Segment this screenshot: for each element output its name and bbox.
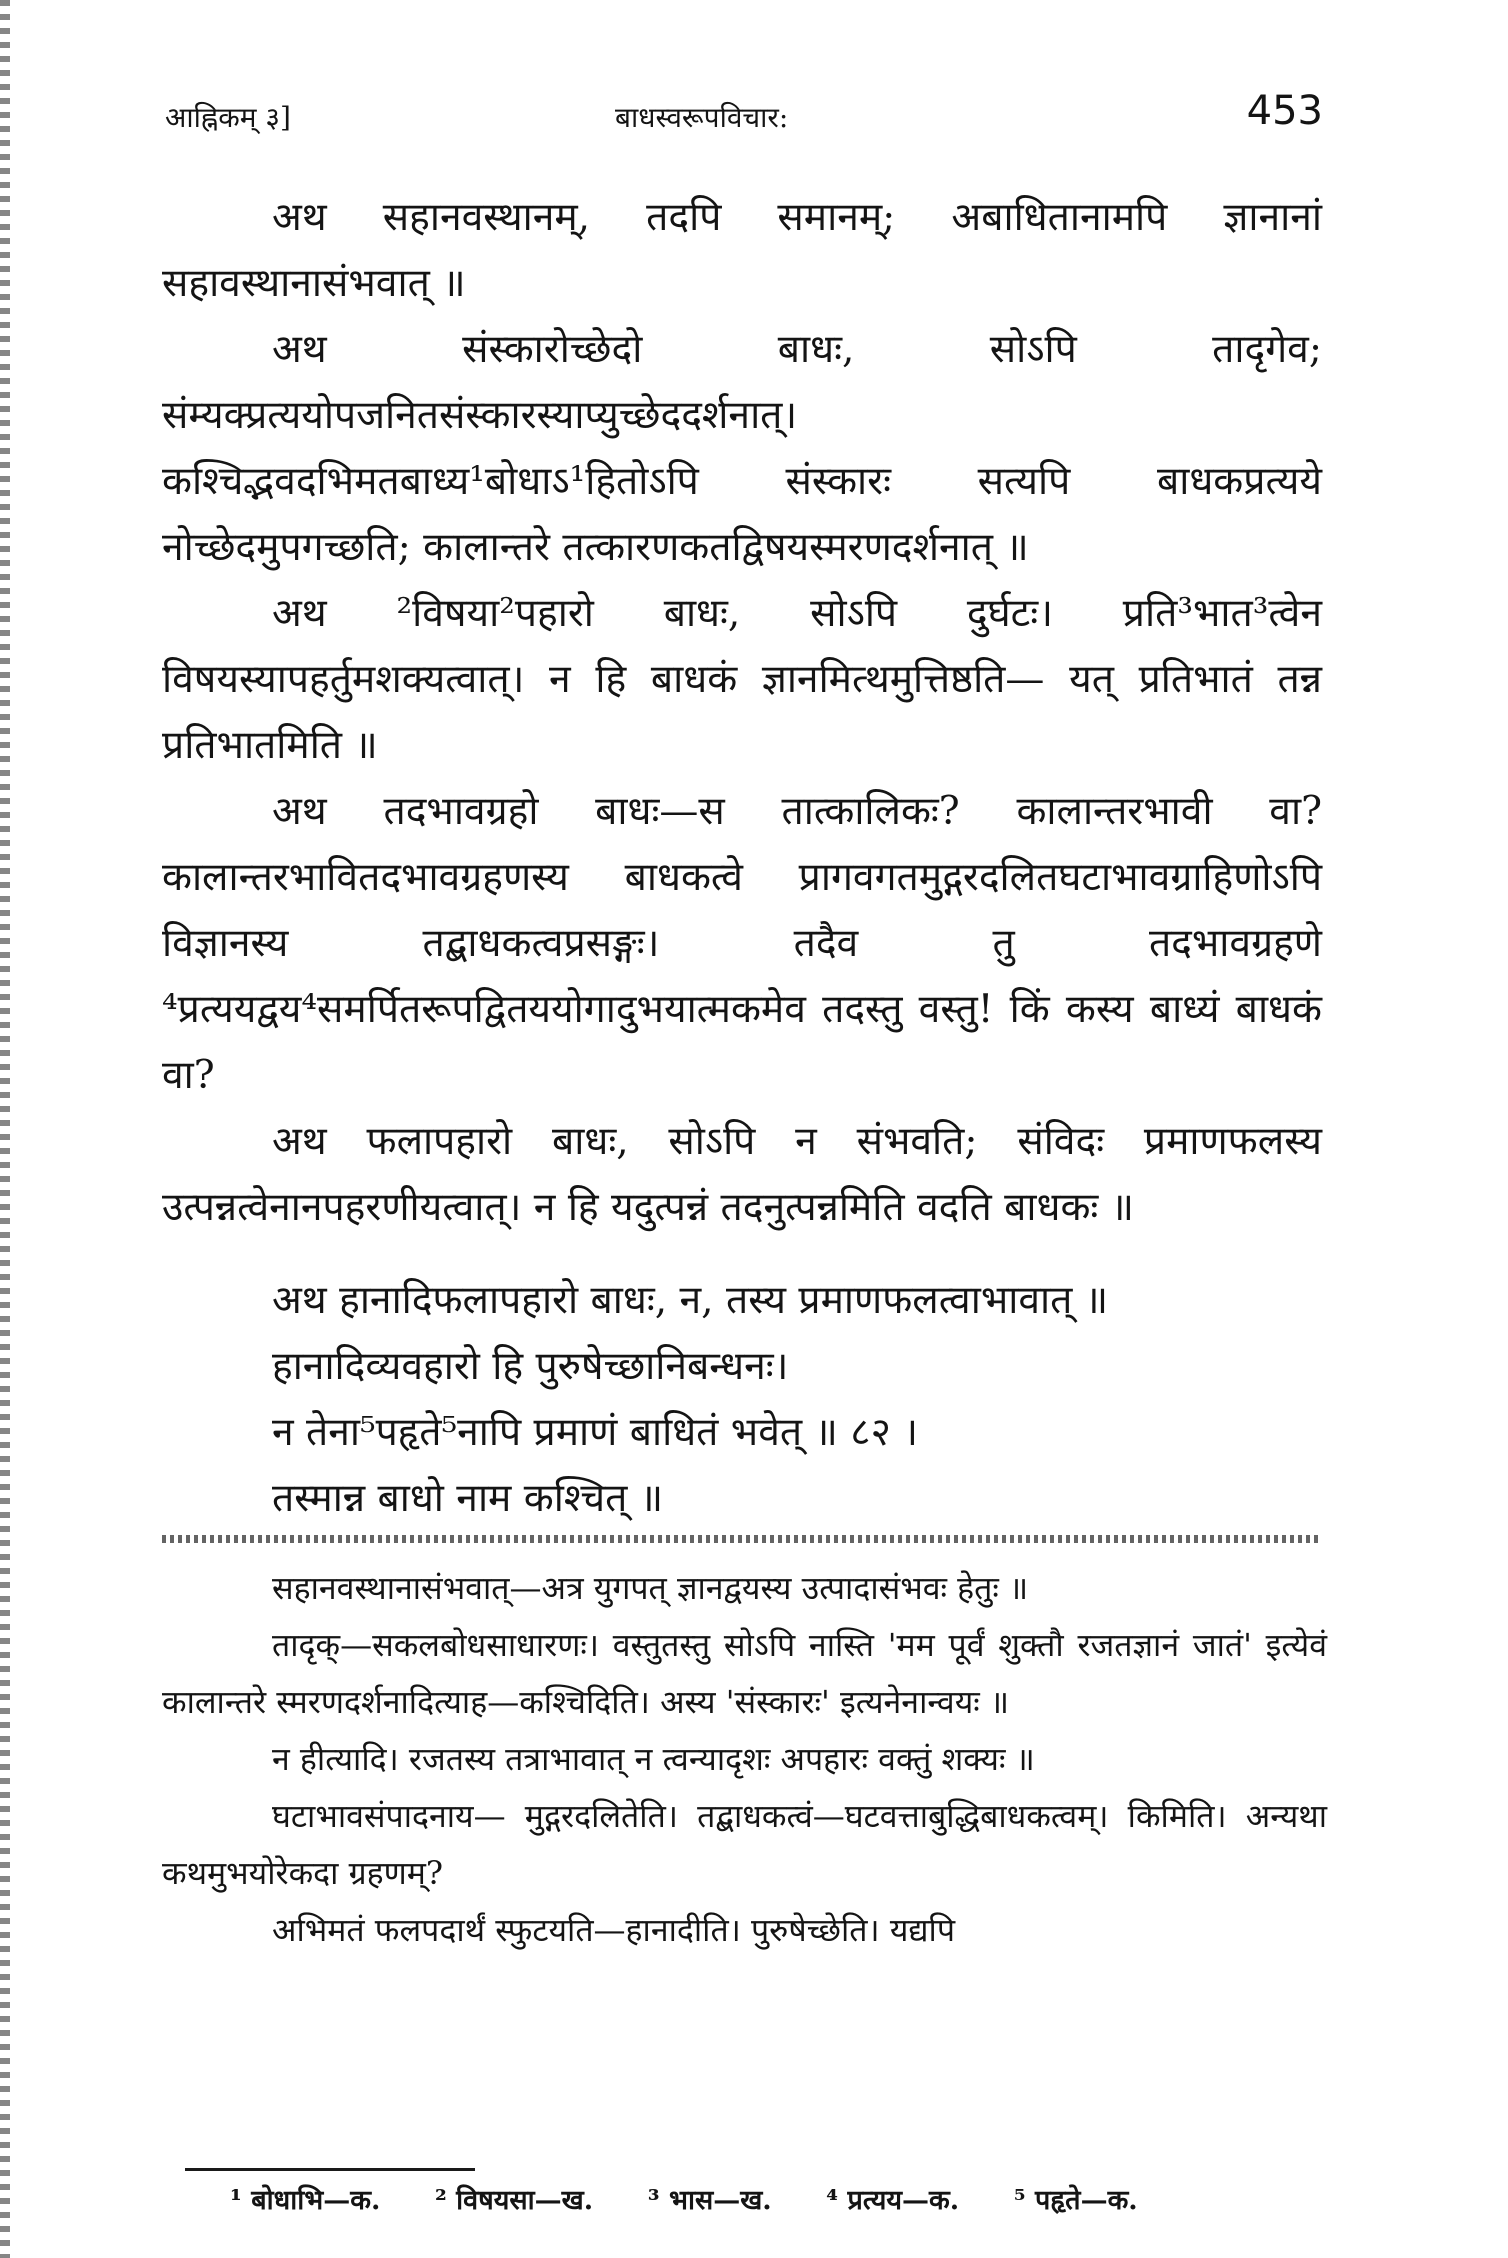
paragraph-3: अथ ²विषया²पहारो बाधः, सोऽपि दुर्घटः। प्रति³भात³त्वेन विषयस्यापहर्तुमशक्यत्वात्। न हि बाधकं ज्ञानमित्थमुत्तिष्ठति— यत् प्रतिभातं तन्न प्रतिभातमिति ॥: [162, 591, 1322, 768]
paragraph-4: अथ तदभावग्रहो बाधः—स तात्कालिकः? कालान्तरभावी वा? कालान्तरभावितदभावग्रहणस्य बाधकत्वे प्रागवगतमुद्गरदलितघटाभावग्राहिणोऽपि विज्ञानस्य तद्बाधकत्वप्रसङ्गः। तदैव तु तदभावग्रहणे ⁴प्रत्ययद्वय⁴समर्पितरूपद्वितययोगादुभयात्मकमेव तदस्तु वस्तु! किं कस्य बाध्यं बाधकं वा?: [162, 789, 1322, 1098]
running-title: बाधस्वरूपविचार:: [615, 101, 789, 134]
verse-line-1: अथ हानादिफलापहारो बाधः, न, तस्य प्रमाणफलत्वाभावात् ॥: [272, 1278, 1109, 1323]
footnote-rule: [185, 2168, 475, 2171]
commentary-3: न हीत्यादि। रजतस्य तत्राभावात् न त्वन्यादृशः अपहारः वक्तुं शक्यः ॥: [272, 1740, 1035, 1778]
page-binding-edge: [0, 0, 10, 2258]
page-number: 453: [1246, 88, 1323, 134]
footnote-4: ⁴ प्रत्यय—क.: [826, 2185, 960, 2216]
commentary-5: अभिमतं फलपदार्थं स्फुटयति—हानादीति। पुरुषेच्छेति। यद्यपि: [272, 1911, 956, 1949]
footnote-3: ³ भास—ख.: [647, 2185, 772, 2216]
page-header: [165, 88, 1323, 158]
wavy-divider: [162, 1535, 1322, 1543]
verse-line-3: न तेना⁵पहृते⁵नापि प्रमाणं बाधितं भवेत् ॥ ८२ ।: [272, 1410, 919, 1455]
footnotes: [230, 2180, 1184, 2217]
commentary-2: तादृक्—सकलबोधसाधारणः। वस्तुतस्तु सोऽपि नास्ति 'मम पूर्वं शुक्तौ रजतज्ञानं जातं' इत्येवं कालान्तरे स्मरणदर्शनादित्याह—कश्चिदिति। अस्य 'संस्कारः' इत्यनेनान्वयः ॥: [162, 1626, 1327, 1721]
commentary-4: घटाभावसंपादनाय— मुद्गरदलितेति। तद्बाधकत्वं—घटवत्ताबुद्धिबाधकत्वम्। किमिति। अन्यथा कथमुभयोरेकदा ग्रहणम्?: [162, 1797, 1327, 1892]
verse-block: [272, 1268, 1332, 1532]
commentary: [162, 1560, 1327, 1959]
paragraph-2: अथ संस्कारोच्छेदो बाधः, सोऽपि तादृगेव; संम्यक्प्रत्ययोपजनितसंस्कारस्याप्युच्छेददर्शनात्। कश्चिद्भवदभिमतबाध्य¹बोधाऽ¹हितोऽपि संस्कारः सत्यपि बाधकप्रत्यये नोच्छेदमुपगच्छति; कालान्तरे तत्कारणकतद्विषयस्मरणदर्शनात् ॥: [162, 327, 1322, 570]
footnote-1: ¹ बोधाभि—क.: [230, 2185, 381, 2216]
footnote-2: ² विषयसा—ख.: [434, 2185, 594, 2216]
section-marker: आह्निकम् ३]: [165, 101, 291, 134]
paragraph-5: अथ फलापहारो बाधः, सोऽपि न संभवति; संविदः प्रमाणफलस्य उत्पन्नत्वेनानपहरणीयत्वात्। न हि यदुत्पन्नं तदनुत्पन्नमिति वदति बाधकः ॥: [162, 1119, 1322, 1230]
commentary-1: सहानवस्थानासंभवात्—अत्र युगपत् ज्ञानद्वयस्य उत्पादासंभवः हेतुः ॥: [272, 1569, 1029, 1607]
main-text: [162, 185, 1322, 1241]
footnote-5: ⁵ पहृते—क.: [1013, 2185, 1138, 2216]
paragraph-1: अथ सहानवस्थानम्, तदपि समानम्; अबाधितानामपि ज्ञानानां सहावस्थानासंभवात् ॥: [162, 195, 1322, 306]
verse-line-2: हानादिव्यवहारो हि पुरुषेच्छानिबन्धनः।: [272, 1344, 789, 1389]
verse-line-4: तस्मान्न बाधो नाम कश्चित् ॥: [272, 1476, 664, 1521]
